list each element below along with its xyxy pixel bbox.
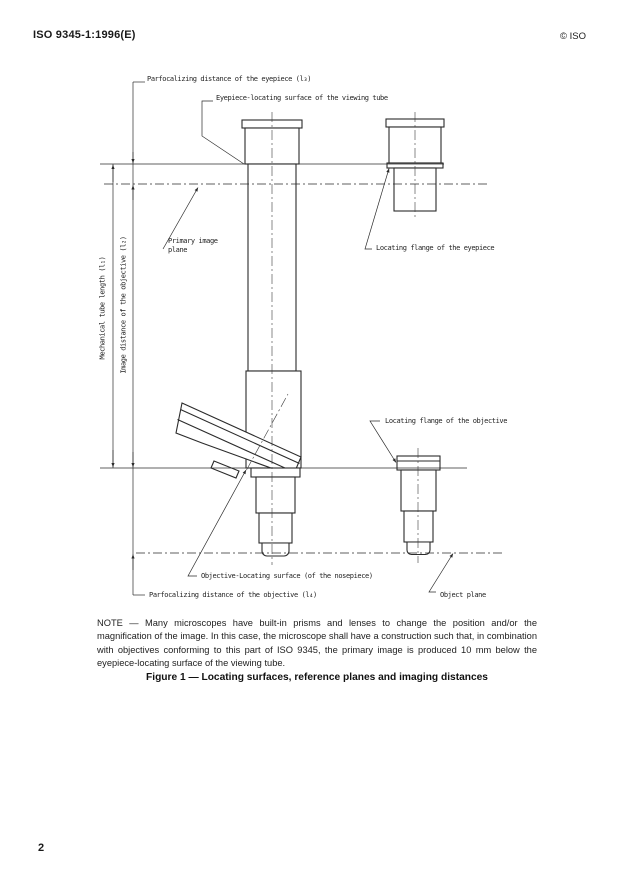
label-locating-flange-objective: Locating flange of the objective [385,417,508,425]
label-primary-image-plane: Primary image plane [168,237,218,254]
label-mechanical-tube-length: Mechanical tube length (l₁) [98,256,107,360]
label-parfocalizing-distance-eyepiece: Parfocalizing distance of the eyepiece (l₃) [147,75,312,83]
label-objective-locating-surface: Objective-Locating surface (of the nosepiece) [201,572,373,580]
page-number: 2 [38,842,45,854]
copyright-iso: © ISO [559,31,586,42]
objective-mounted [251,468,300,556]
document-number: ISO 9345-1:1996(E) [33,29,136,41]
objective-detached [397,456,440,555]
label-locating-flange-eyepiece: Locating flange of the eyepiece [376,244,495,252]
label-parfocalizing-distance-objective: Parfocalizing distance of the objective (l₄) [149,591,317,599]
nosepiece-tab [211,461,239,478]
viewing-tube-barrel [248,164,296,371]
label-image-distance-objective: Image distance of the objective (l₂) [119,236,128,374]
label-eyepiece-locating-surface: Eyepiece-locating surface of the viewing tube [216,94,388,102]
figure-note: NOTE — Many microscopes have built-in prisms and lenses to change the position and/or the magnification of the image. In this case, the microscope shall have a construction such that, in combination with objectives conforming to this part of ISO 9345, the primary image is produced 10 mm below the eyepiece-locating surface of the viewing tube. [97,618,537,668]
label-object-plane: Object plane [440,591,486,599]
microscope-body [176,119,444,556]
dimension-lines [113,82,145,595]
figure-caption: Figure 1 — Locating surfaces, reference planes and imaging distances [146,672,488,683]
